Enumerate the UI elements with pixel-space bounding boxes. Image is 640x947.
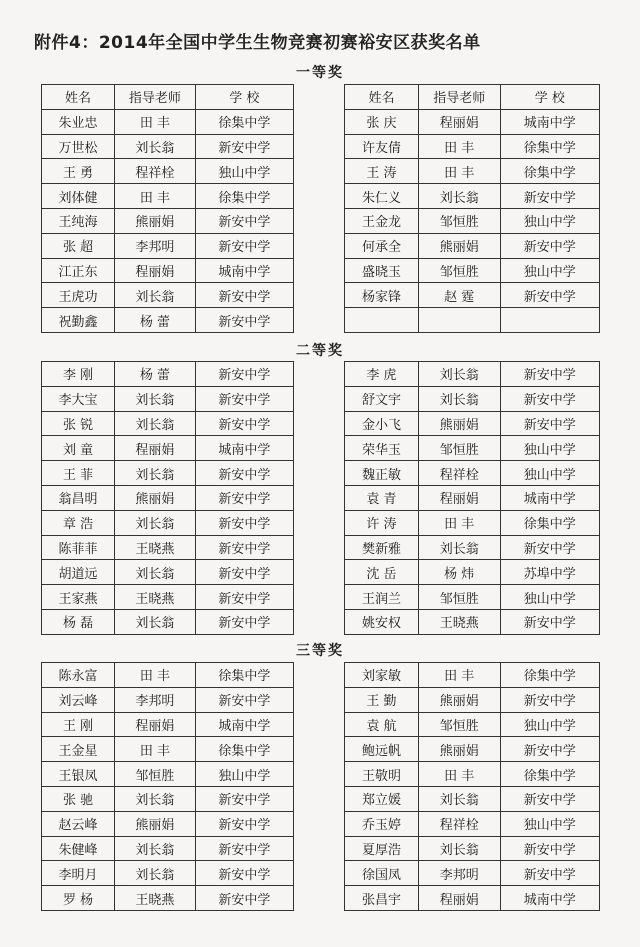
table-header-row bbox=[42, 85, 294, 110]
school-cell: 新安中学 bbox=[195, 233, 293, 258]
advisor-cell: 熊丽娟 bbox=[115, 811, 196, 836]
table-row bbox=[345, 786, 600, 811]
table-row bbox=[345, 585, 600, 610]
advisor-column-header: 指导老师 bbox=[418, 85, 500, 110]
advisor-cell: 程祥栓 bbox=[115, 159, 196, 184]
table-row bbox=[345, 109, 600, 134]
student-name-cell: 王银凤 bbox=[42, 762, 115, 787]
school-cell: 新安中学 bbox=[500, 609, 599, 634]
school-cell: 独山中学 bbox=[500, 208, 599, 233]
advisor-cell: 刘长翁 bbox=[418, 836, 500, 861]
table-row bbox=[345, 712, 600, 737]
table-row bbox=[42, 861, 294, 886]
advisor-cell: 程丽娟 bbox=[418, 109, 500, 134]
advisor-cell: 田 丰 bbox=[115, 184, 196, 209]
school-cell: 新安中学 bbox=[500, 184, 599, 209]
advisor-cell: 程祥栓 bbox=[418, 461, 500, 486]
third-prize-table-left bbox=[41, 662, 294, 911]
table-row bbox=[42, 159, 294, 184]
student-name-cell: 张 驰 bbox=[42, 786, 115, 811]
school-cell: 新安中学 bbox=[195, 362, 293, 387]
school-cell: 新安中学 bbox=[195, 510, 293, 535]
school-cell: 独山中学 bbox=[500, 585, 599, 610]
table-row bbox=[345, 836, 600, 861]
table-row bbox=[42, 585, 294, 610]
school-cell: 独山中学 bbox=[500, 436, 599, 461]
school-cell: 独山中学 bbox=[500, 461, 599, 486]
student-name-cell: 袁 青 bbox=[345, 485, 419, 510]
table-row bbox=[42, 109, 294, 134]
table-row bbox=[42, 461, 294, 486]
school-cell: 新安中学 bbox=[195, 535, 293, 560]
advisor-cell: 杨 蕾 bbox=[115, 362, 196, 387]
second-prize-table-left bbox=[41, 361, 294, 635]
school-cell: 新安中学 bbox=[195, 560, 293, 585]
table-row bbox=[42, 510, 294, 535]
school-cell: 新安中学 bbox=[195, 411, 293, 436]
student-name-cell: 王家燕 bbox=[42, 585, 115, 610]
student-name-cell: 姚安权 bbox=[345, 609, 419, 634]
table-row bbox=[42, 283, 294, 308]
table-row bbox=[42, 687, 294, 712]
advisor-cell: 熊丽娟 bbox=[418, 687, 500, 712]
table-row bbox=[345, 436, 600, 461]
advisor-cell: 杨 炜 bbox=[418, 560, 500, 585]
table-row bbox=[345, 134, 600, 159]
student-name-cell: 李明月 bbox=[42, 861, 115, 886]
advisor-cell: 李邦明 bbox=[115, 233, 196, 258]
school-cell: 新安中学 bbox=[195, 861, 293, 886]
table-row bbox=[345, 283, 600, 308]
table-row bbox=[42, 411, 294, 436]
student-name-cell: 王 涛 bbox=[345, 159, 419, 184]
school-cell: 城南中学 bbox=[195, 712, 293, 737]
school-cell: 新安中学 bbox=[500, 786, 599, 811]
advisor-cell: 熊丽娟 bbox=[418, 737, 500, 762]
table-row bbox=[42, 786, 294, 811]
advisor-cell: 刘长翁 bbox=[115, 283, 196, 308]
table-row bbox=[345, 737, 600, 762]
school-column-header: 学 校 bbox=[195, 85, 293, 110]
school-cell: 新安中学 bbox=[195, 585, 293, 610]
first-prize-heading: 一等奖 bbox=[296, 65, 344, 81]
school-cell: 新安中学 bbox=[500, 233, 599, 258]
table-row bbox=[345, 362, 600, 387]
student-name-cell: 袁 航 bbox=[345, 712, 419, 737]
first-prize-table-right bbox=[344, 84, 600, 333]
table-row bbox=[42, 560, 294, 585]
student-name-cell: 张昌宇 bbox=[345, 886, 419, 911]
table-header-row bbox=[345, 85, 600, 110]
student-name-cell: 王 勤 bbox=[345, 687, 419, 712]
school-cell: 独山中学 bbox=[500, 258, 599, 283]
advisor-cell: 刘长翁 bbox=[115, 836, 196, 861]
student-name-cell: 夏厚浩 bbox=[345, 836, 419, 861]
table-row bbox=[42, 233, 294, 258]
advisor-cell: 刘长翁 bbox=[418, 184, 500, 209]
school-cell: 徐集中学 bbox=[500, 134, 599, 159]
school-cell: 新安中学 bbox=[195, 886, 293, 911]
school-cell: 徐集中学 bbox=[195, 663, 293, 688]
table-row bbox=[42, 712, 294, 737]
name-column-header: 姓名 bbox=[42, 85, 115, 110]
table-row bbox=[42, 184, 294, 209]
student-name-cell: 朱健峰 bbox=[42, 836, 115, 861]
student-name-cell: 李 虎 bbox=[345, 362, 419, 387]
school-cell bbox=[500, 308, 599, 333]
student-name-cell: 沈 岳 bbox=[345, 560, 419, 585]
advisor-cell: 赵 霆 bbox=[418, 283, 500, 308]
table-row bbox=[345, 510, 600, 535]
student-name-cell: 郑立媛 bbox=[345, 786, 419, 811]
advisor-cell: 刘长翁 bbox=[418, 362, 500, 387]
document-title: 附件4：2014年全国中学生生物竞赛初赛裕安区获奖名单 bbox=[34, 33, 481, 53]
advisor-cell: 熊丽娟 bbox=[115, 485, 196, 510]
table-row bbox=[345, 411, 600, 436]
advisor-cell: 刘长翁 bbox=[115, 386, 196, 411]
table-row bbox=[345, 811, 600, 836]
student-name-cell: 鲍远帆 bbox=[345, 737, 419, 762]
student-name-cell: 徐国凤 bbox=[345, 861, 419, 886]
student-name-cell: 胡道远 bbox=[42, 560, 115, 585]
school-cell: 城南中学 bbox=[500, 485, 599, 510]
student-name-cell: 魏正敏 bbox=[345, 461, 419, 486]
advisor-cell: 田 丰 bbox=[418, 663, 500, 688]
school-cell: 新安中学 bbox=[500, 836, 599, 861]
advisor-cell: 程丽娟 bbox=[418, 485, 500, 510]
student-name-cell: 张 超 bbox=[42, 233, 115, 258]
table-row bbox=[345, 762, 600, 787]
school-cell: 独山中学 bbox=[195, 762, 293, 787]
student-name-cell: 王 菲 bbox=[42, 461, 115, 486]
advisor-cell: 邹恒胜 bbox=[418, 208, 500, 233]
student-name-cell: 荣华玉 bbox=[345, 436, 419, 461]
student-name-cell: 王 刚 bbox=[42, 712, 115, 737]
student-name-cell: 张 锐 bbox=[42, 411, 115, 436]
student-name-cell: 王 勇 bbox=[42, 159, 115, 184]
table-row bbox=[42, 436, 294, 461]
advisor-cell: 田 丰 bbox=[418, 510, 500, 535]
advisor-cell: 刘长翁 bbox=[418, 386, 500, 411]
table-row bbox=[345, 159, 600, 184]
student-name-cell: 刘家敏 bbox=[345, 663, 419, 688]
school-cell: 苏埠中学 bbox=[500, 560, 599, 585]
table-row bbox=[42, 485, 294, 510]
student-name-cell: 张 庆 bbox=[345, 109, 419, 134]
school-cell: 城南中学 bbox=[195, 258, 293, 283]
third-prize-table-right bbox=[344, 662, 600, 911]
advisor-cell: 刘长翁 bbox=[418, 535, 500, 560]
school-cell: 新安中学 bbox=[500, 737, 599, 762]
advisor-cell: 刘长翁 bbox=[115, 609, 196, 634]
advisor-cell: 刘长翁 bbox=[115, 861, 196, 886]
advisor-cell: 程祥栓 bbox=[418, 811, 500, 836]
table-row bbox=[345, 886, 600, 911]
table-row bbox=[42, 535, 294, 560]
advisor-cell bbox=[418, 308, 500, 333]
table-row bbox=[345, 184, 600, 209]
table-row bbox=[345, 308, 600, 333]
student-name-cell: 李大宝 bbox=[42, 386, 115, 411]
advisor-cell: 李邦明 bbox=[418, 861, 500, 886]
school-cell: 独山中学 bbox=[195, 159, 293, 184]
student-name-cell: 何承全 bbox=[345, 233, 419, 258]
advisor-cell: 田 丰 bbox=[418, 762, 500, 787]
advisor-cell: 熊丽娟 bbox=[418, 233, 500, 258]
student-name-cell: 王敬明 bbox=[345, 762, 419, 787]
student-name-cell: 祝勤鑫 bbox=[42, 308, 115, 333]
student-name-cell: 王纯海 bbox=[42, 208, 115, 233]
school-cell: 城南中学 bbox=[500, 109, 599, 134]
table-row bbox=[42, 737, 294, 762]
second-prize-table-right bbox=[344, 361, 600, 635]
table-row bbox=[42, 258, 294, 283]
student-name-cell: 翁昌明 bbox=[42, 485, 115, 510]
table-row bbox=[42, 762, 294, 787]
table-row bbox=[42, 208, 294, 233]
table-row bbox=[345, 687, 600, 712]
table-row bbox=[42, 811, 294, 836]
school-cell: 新安中学 bbox=[195, 836, 293, 861]
student-name-cell: 金小飞 bbox=[345, 411, 419, 436]
advisor-cell: 程丽娟 bbox=[115, 258, 196, 283]
table-row bbox=[345, 485, 600, 510]
school-cell: 新安中学 bbox=[195, 786, 293, 811]
table-row bbox=[42, 663, 294, 688]
school-cell: 新安中学 bbox=[500, 687, 599, 712]
second-prize-heading: 二等奖 bbox=[296, 343, 344, 359]
student-name-cell: 王金龙 bbox=[345, 208, 419, 233]
school-column-header: 学 校 bbox=[500, 85, 599, 110]
advisor-cell: 刘长翁 bbox=[418, 786, 500, 811]
first-prize-table-left bbox=[41, 84, 294, 333]
student-name-cell: 樊新雅 bbox=[345, 535, 419, 560]
table-row bbox=[345, 258, 600, 283]
advisor-cell: 程丽娟 bbox=[115, 712, 196, 737]
advisor-cell: 李邦明 bbox=[115, 687, 196, 712]
table-row bbox=[345, 233, 600, 258]
advisor-cell: 刘长翁 bbox=[115, 560, 196, 585]
table-row bbox=[345, 461, 600, 486]
student-name-cell: 刘体健 bbox=[42, 184, 115, 209]
advisor-cell: 王晓燕 bbox=[418, 609, 500, 634]
student-name-cell: 陈永富 bbox=[42, 663, 115, 688]
student-name-cell: 罗 杨 bbox=[42, 886, 115, 911]
name-column-header: 姓名 bbox=[345, 85, 419, 110]
table-row bbox=[345, 386, 600, 411]
advisor-cell: 邹恒胜 bbox=[115, 762, 196, 787]
student-name-cell: 章 浩 bbox=[42, 510, 115, 535]
school-cell: 徐集中学 bbox=[195, 184, 293, 209]
advisor-cell: 田 丰 bbox=[418, 134, 500, 159]
school-cell: 新安中学 bbox=[195, 485, 293, 510]
student-name-cell: 许友倩 bbox=[345, 134, 419, 159]
school-cell: 新安中学 bbox=[195, 208, 293, 233]
school-cell: 新安中学 bbox=[500, 411, 599, 436]
table-row bbox=[42, 886, 294, 911]
school-cell: 新安中学 bbox=[500, 362, 599, 387]
table-row bbox=[345, 560, 600, 585]
student-name-cell: 许 涛 bbox=[345, 510, 419, 535]
school-cell: 新安中学 bbox=[500, 535, 599, 560]
student-name-cell: 舒文宇 bbox=[345, 386, 419, 411]
advisor-cell: 田 丰 bbox=[115, 663, 196, 688]
advisor-cell: 刘长翁 bbox=[115, 134, 196, 159]
table-row bbox=[42, 134, 294, 159]
school-cell: 新安中学 bbox=[195, 461, 293, 486]
student-name-cell: 朱仁义 bbox=[345, 184, 419, 209]
table-row bbox=[42, 362, 294, 387]
table-row bbox=[345, 609, 600, 634]
advisor-cell: 熊丽娟 bbox=[115, 208, 196, 233]
school-cell: 新安中学 bbox=[195, 134, 293, 159]
school-cell: 徐集中学 bbox=[500, 159, 599, 184]
advisor-cell: 邹恒胜 bbox=[418, 436, 500, 461]
advisor-cell: 刘长翁 bbox=[115, 510, 196, 535]
school-cell: 新安中学 bbox=[500, 283, 599, 308]
student-name-cell: 江正东 bbox=[42, 258, 115, 283]
school-cell: 新安中学 bbox=[500, 386, 599, 411]
student-name-cell: 赵云峰 bbox=[42, 811, 115, 836]
table-row bbox=[345, 861, 600, 886]
student-name-cell: 王虎功 bbox=[42, 283, 115, 308]
school-cell: 徐集中学 bbox=[500, 762, 599, 787]
advisor-cell: 刘长翁 bbox=[115, 461, 196, 486]
school-cell: 徐集中学 bbox=[195, 737, 293, 762]
table-row bbox=[42, 386, 294, 411]
table-row bbox=[42, 609, 294, 634]
school-cell: 新安中学 bbox=[500, 861, 599, 886]
student-name-cell: 刘云峰 bbox=[42, 687, 115, 712]
school-cell: 新安中学 bbox=[195, 386, 293, 411]
student-name-cell: 杨 磊 bbox=[42, 609, 115, 634]
advisor-cell: 邹恒胜 bbox=[418, 712, 500, 737]
student-name-cell: 万世松 bbox=[42, 134, 115, 159]
student-name-cell: 陈菲菲 bbox=[42, 535, 115, 560]
advisor-cell: 程丽娟 bbox=[418, 886, 500, 911]
school-cell: 徐集中学 bbox=[500, 663, 599, 688]
advisor-cell: 田 丰 bbox=[115, 109, 196, 134]
advisor-cell: 邹恒胜 bbox=[418, 585, 500, 610]
student-name-cell: 杨家锋 bbox=[345, 283, 419, 308]
advisor-cell: 刘长翁 bbox=[115, 786, 196, 811]
advisor-cell: 刘长翁 bbox=[115, 411, 196, 436]
student-name-cell: 刘 童 bbox=[42, 436, 115, 461]
table-row bbox=[345, 208, 600, 233]
table-row bbox=[345, 663, 600, 688]
school-cell: 城南中学 bbox=[195, 436, 293, 461]
advisor-cell: 王晓燕 bbox=[115, 585, 196, 610]
advisor-cell: 王晓燕 bbox=[115, 535, 196, 560]
school-cell: 独山中学 bbox=[500, 811, 599, 836]
student-name-cell: 乔玉婷 bbox=[345, 811, 419, 836]
third-prize-heading: 三等奖 bbox=[296, 643, 344, 659]
school-cell: 新安中学 bbox=[195, 687, 293, 712]
advisor-cell: 田 丰 bbox=[115, 737, 196, 762]
school-cell: 城南中学 bbox=[500, 886, 599, 911]
school-cell: 新安中学 bbox=[195, 811, 293, 836]
advisor-cell: 程丽娟 bbox=[115, 436, 196, 461]
school-cell: 徐集中学 bbox=[195, 109, 293, 134]
advisor-cell: 王晓燕 bbox=[115, 886, 196, 911]
advisor-cell: 熊丽娟 bbox=[418, 411, 500, 436]
advisor-cell: 田 丰 bbox=[418, 159, 500, 184]
school-cell: 独山中学 bbox=[500, 712, 599, 737]
student-name-cell bbox=[345, 308, 419, 333]
school-cell: 徐集中学 bbox=[500, 510, 599, 535]
table-row bbox=[345, 535, 600, 560]
advisor-column-header: 指导老师 bbox=[115, 85, 196, 110]
advisor-cell: 杨 蕾 bbox=[115, 308, 196, 333]
school-cell: 新安中学 bbox=[195, 283, 293, 308]
student-name-cell: 王金星 bbox=[42, 737, 115, 762]
school-cell: 新安中学 bbox=[195, 609, 293, 634]
student-name-cell: 王润兰 bbox=[345, 585, 419, 610]
student-name-cell: 朱业忠 bbox=[42, 109, 115, 134]
student-name-cell: 李 刚 bbox=[42, 362, 115, 387]
school-cell: 新安中学 bbox=[195, 308, 293, 333]
table-row bbox=[42, 836, 294, 861]
table-row bbox=[42, 308, 294, 333]
student-name-cell: 盛晓玉 bbox=[345, 258, 419, 283]
advisor-cell: 邹恒胜 bbox=[418, 258, 500, 283]
